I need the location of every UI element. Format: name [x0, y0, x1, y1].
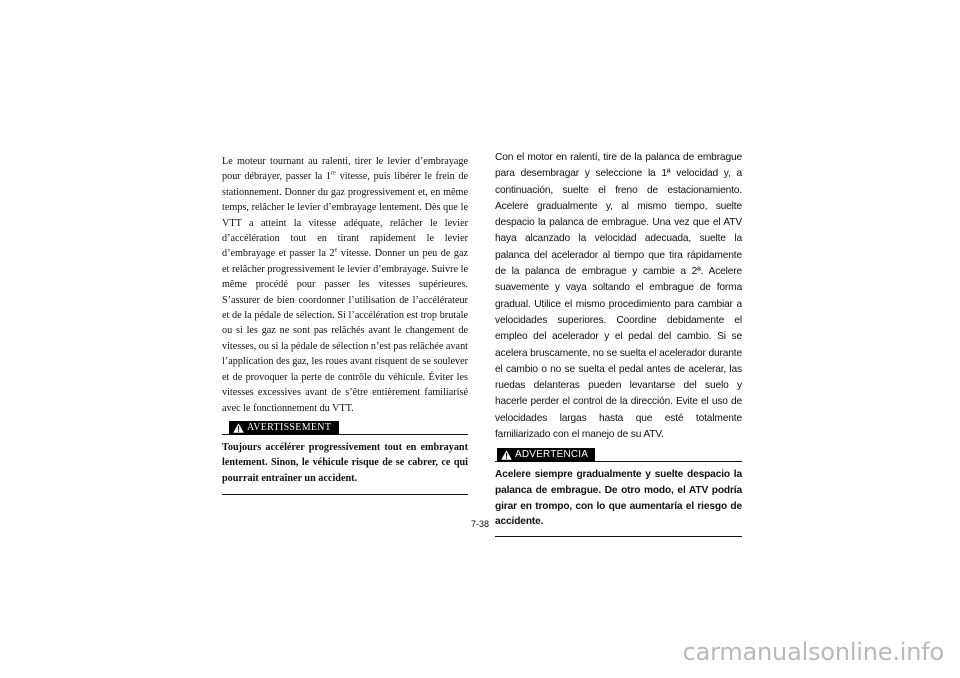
spanish-paragraph: Con el motor en ralentí, tire de la palanca de embrague para desembragar y seleccione la 1ª velocidad y, a continuación, suelte el freno de estacionamiento. Acelere gradualmente y, al mismo tiempo, suelte despacio la palanca de embrague. Una vez que el ATV haya alcanzado la velocidad adecuada, suelte la palanca del acelerador al tiempo que tira rápidamente de la palanca de embrague y cambie a 2ª. Acelere suavemente y vaya soltando el embrague de forma gradual. Utilice el mismo procedimiento para cambiar a velocidades superiores. Coordine debidamente el empleo del acelerador y el pedal del cambio. Si se acelera bruscamente, no se suelta el acelerador durante el cambio o no se suelta el pedal antes de acelerar, las ruedas delanteras pueden levantarse del suelo y hacerle perder el control de la dirección. Evite el uso de velocidades largas hasta que esté totalmente familiarizado con el manejo de su ATV.	[495, 152, 742, 441]
french-superscript-2: e	[334, 247, 338, 255]
spanish-warning-label	[497, 448, 595, 462]
french-warning-header	[222, 421, 468, 437]
french-text-part1: Le moteur tournant au ralenti, tirer le levier d’embrayage pour débrayer, passer la 1	[222, 156, 468, 183]
french-text-part3: vitesse. Donner un peu de gaz et relâcher progressivement le levier d’embrayage. Suivre le même procédé pour passer les vitesses supérieures. S’assurer de bien coordonner l’utilisation de l’accélérateur et de la pédale de sélection. Si l’accélération est trop brutale ou si les gaz ne sont pas relâchés avant le changement de vitesses, ou si la pédale de sélection n’est pas relâchée avant l’application des gaz, les roues avant risquent de se soulever et de provoquer la perte de contrôle du véhicule. Éviter les vitesses excessives avant de s’être entièrement familiarisé avec le fonctionnement du VTT.	[222, 248, 468, 414]
french-column	[222, 154, 468, 495]
warning-triangle-icon	[233, 423, 244, 433]
french-warning-label	[229, 421, 339, 435]
french-paragraph	[222, 154, 468, 416]
french-superscript-1: re	[330, 170, 337, 178]
spanish-warning-header	[495, 448, 742, 464]
french-text-part2: vitesse, puis libérer le frein de stationnement. Donner du gaz progressivement et, en même temps, relâcher le levier d’embrayage lentement. Dès que le VTT a atteint la vitesse adéquate, relâcher le levier d’accélération tout en tirant rapidement le levier d’embrayage et passer la 2	[222, 171, 468, 260]
french-warning-text: Toujours accélérer progressivement tout en embrayant lentement. Sinon, le véhicule risque de se cabrer, ce qui pourrait entraîner un accident.	[222, 437, 468, 495]
spanish-warning-text: Acelere siempre gradualmente y suelte despacio la palanca de embrague. De otro modo, el ATV podría girar en trompo, con lo que aumentaría el riesgo de accidente.	[495, 464, 742, 536]
spanish-column	[495, 150, 742, 537]
warning-triangle-icon	[501, 450, 512, 460]
french-warning-label-text: AVERTISSEMENT	[247, 422, 332, 434]
spanish-warning-label-text: ADVERTENCIA	[515, 449, 589, 461]
watermark: carmanualsonline.info	[682, 638, 944, 666]
page-number: 7-38	[470, 519, 489, 529]
